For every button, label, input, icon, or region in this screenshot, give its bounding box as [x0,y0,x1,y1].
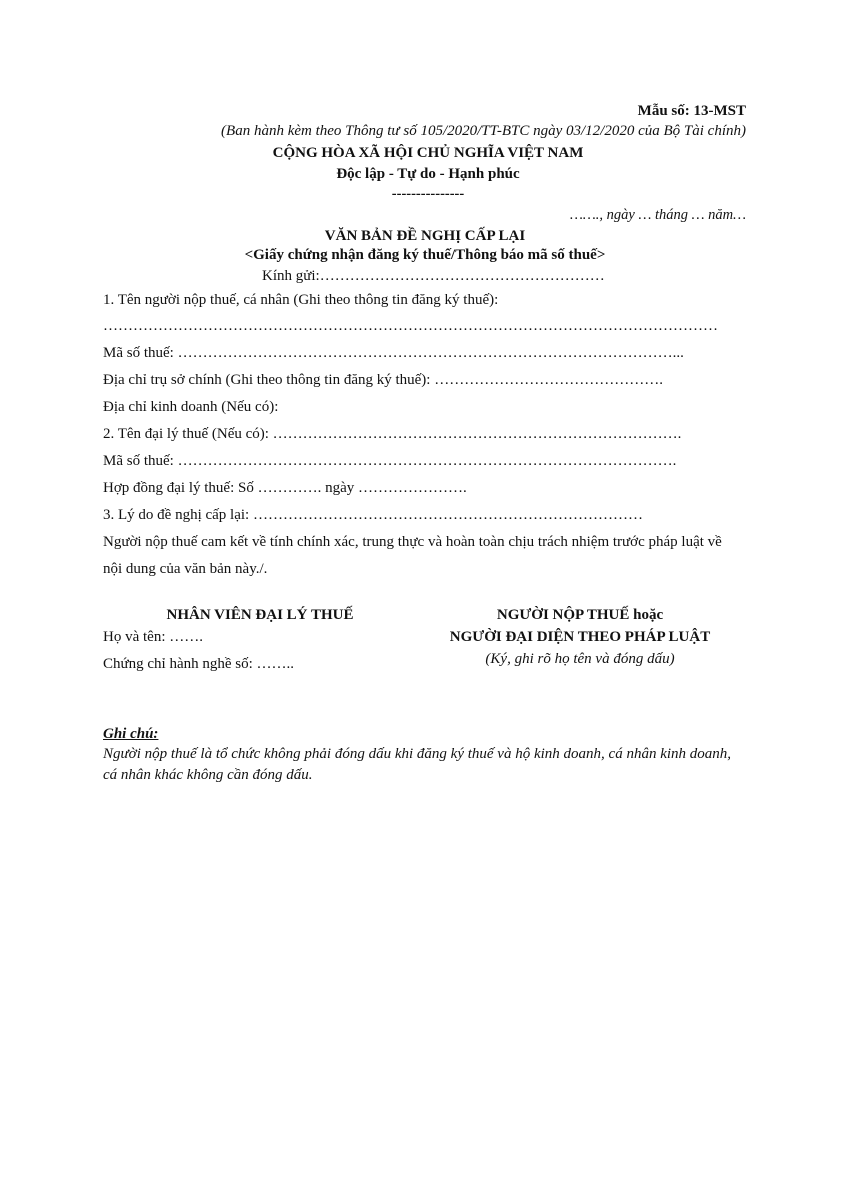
notes-heading: Ghi chú: [103,726,159,742]
form-number: Mẫu số: 13-MST [637,103,746,119]
addressee: Kính gửi:………………………………………………… [262,268,605,284]
agent-name-field: Họ và tên: ……. [103,629,203,645]
taxpayer-signature-title-2: NGƯỜI ĐẠI DIỆN THEO PHÁP LUẬT [449,629,711,645]
country-name: CỘNG HÒA XÃ HỘI CHỦ NGHĨA VIỆT NAM [272,145,584,161]
agent-contract-field: Hợp đồng đại lý thuế: Số …………. ngày …………………. [103,480,467,496]
agent-signature-title: NHÂN VIÊN ĐẠI LÝ THUẾ [166,607,354,623]
commitment-line-1: Người nộp thuế cam kết về tính chính xác, trung thực và hoàn toàn chịu trách nhiệm trước pháp luật về [103,534,722,550]
taxpayer-signature-title-1: NGƯỜI NỘP THUẾ hoặc [496,607,664,623]
taxpayer-name-blank: …………………………………………………………………………………………………………… [103,318,718,334]
tax-code-field: Mã số thuế: ………………………………………………………………………………………... [103,345,684,361]
motto: Độc lập - Tự do - Hạnh phúc [336,166,520,182]
commitment-line-2: nội dung của văn bản này./. [103,561,268,577]
header-separator: --------------- [391,186,465,202]
notes-line-2: cá nhân khác không cần đóng dấu. [103,767,313,783]
tax-agent-name-field: 2. Tên đại lý thuế (Nếu có): ………………………………………………………………………. [103,426,682,442]
document-title: VĂN BẢN ĐỀ NGHỊ CẤP LẠI [324,228,526,244]
head-office-address-field: Địa chỉ trụ sở chính (Ghi theo thông tin đăng ký thuế): ………………………………………. [103,372,663,388]
taxpayer-signature-note: (Ký, ghi rõ họ tên và đóng dấu) [485,651,675,667]
business-address-field: Địa chỉ kinh doanh (Nếu có): [103,399,279,415]
agent-tax-code-field: Mã số thuế: ………………………………………………………………………………………. [103,453,677,469]
document-subtitle: <Giấy chứng nhận đăng ký thuế/Thông báo mã số thuế> [244,247,606,263]
issued-with-note: (Ban hành kèm theo Thông tư số 105/2020/TT-BTC ngày 03/12/2020 của Bộ Tài chính) [221,123,746,139]
notes-line-1: Người nộp thuế là tổ chức không phải đóng dấu khi đăng ký thuế và hộ kinh doanh, cá nhân kinh doanh, [103,746,732,762]
date-line: ……., ngày … tháng … năm… [569,207,746,223]
agent-certificate-field: Chứng chỉ hành nghề số: …….. [103,656,295,672]
taxpayer-name-label: 1. Tên người nộp thuế, cá nhân (Ghi theo thông tin đăng ký thuế): [103,292,499,308]
reissue-reason-field: 3. Lý do đề nghị cấp lại: …………………………………………………………………… [103,507,643,523]
